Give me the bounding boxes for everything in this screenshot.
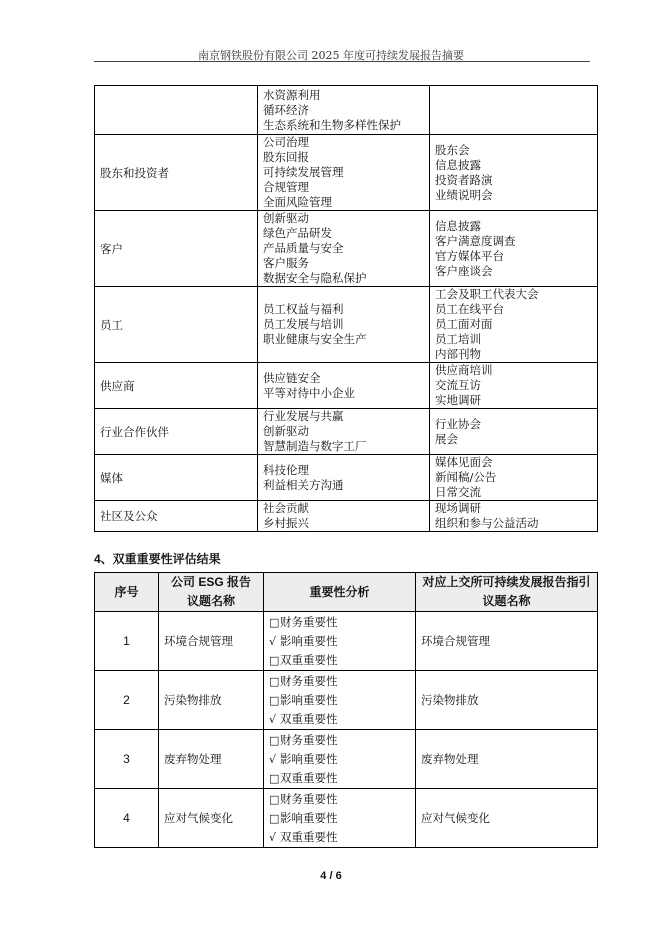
stakeholder-channels [430, 501, 598, 532]
guideline-topic: 应对气候变化 [416, 789, 598, 848]
materiality-row [95, 730, 598, 789]
stakeholder-channels [430, 287, 598, 363]
channel-item: 客户座谈会 [435, 263, 493, 278]
check-label: 财务重要性 [280, 732, 338, 747]
stakeholder-name: 媒体 [95, 455, 258, 501]
channel-item: 员工培训 [435, 332, 481, 346]
check-label: 财务重要性 [280, 614, 338, 629]
empty-box-icon: □ [269, 653, 280, 667]
header-no: 序号 [95, 573, 159, 612]
row-number: 2 [95, 671, 159, 730]
stakeholder-topics [258, 211, 430, 287]
stakeholder-row [95, 287, 598, 363]
topic-item: 乡村振兴 [263, 516, 309, 530]
topic-item: 利益相关方沟通 [263, 477, 344, 492]
topic-item: 全面风险管理 [263, 195, 332, 209]
empty-box-icon: □ [269, 811, 280, 825]
esg-topic: 废弃物处理 [159, 730, 264, 789]
stakeholder-name: 行业合作伙伴 [95, 409, 258, 455]
guideline-topic: 环境合规管理 [416, 612, 598, 671]
empty-box-icon: □ [269, 733, 280, 747]
channel-item: 工会及职工代表大会 [435, 287, 539, 301]
topic-item: 循环经济 [263, 102, 309, 117]
section-title: 4、双重重要性评估结果 [94, 552, 221, 566]
channel-item: 内部刊物 [435, 347, 481, 361]
topic-item: 公司治理 [263, 135, 309, 149]
checkmark-icon: √ [269, 634, 277, 648]
check-label: 影响重要性 [280, 633, 338, 648]
channel-item: 展会 [435, 431, 458, 446]
stakeholder-name: 社区及公众 [95, 501, 258, 532]
stakeholder-channels [430, 363, 598, 409]
topic-item: 客户服务 [263, 256, 309, 270]
stakeholder-row [95, 363, 598, 409]
stakeholder-topics [258, 501, 430, 532]
materiality-analysis [264, 671, 416, 730]
topic-item: 平等对待中小企业 [263, 385, 355, 400]
stakeholder-channels [430, 211, 598, 287]
topic-item: 生态系统和生物多样性保护 [263, 117, 401, 132]
topic-item: 绿色产品研发 [263, 226, 332, 240]
topic-item: 数据安全与隐私保护 [263, 271, 367, 285]
check-label: 双重重要性 [280, 711, 338, 726]
stakeholder-topics [258, 86, 430, 135]
materiality-check [269, 828, 415, 847]
topic-item: 水资源利用 [263, 87, 321, 102]
materiality-check [269, 769, 415, 788]
materiality-check [269, 613, 415, 632]
topic-item: 社会贡献 [263, 501, 309, 515]
empty-box-icon: □ [269, 693, 280, 707]
check-label: 影响重要性 [280, 692, 338, 707]
materiality-analysis [264, 789, 416, 848]
stakeholder-topics [258, 135, 430, 211]
row-number: 1 [95, 612, 159, 671]
esg-topic: 污染物排放 [159, 671, 264, 730]
topic-item: 科技伦理 [263, 462, 309, 477]
stakeholder-channels [430, 455, 598, 501]
stakeholder-topics [258, 287, 430, 363]
channel-item: 行业协会 [435, 416, 481, 431]
channel-item: 新闻稿/公告 [435, 470, 497, 484]
channel-item: 员工在线平台 [435, 302, 504, 316]
stakeholder-channels [430, 135, 598, 211]
empty-box-icon: □ [269, 792, 280, 806]
stakeholder-name [95, 86, 258, 135]
stakeholder-topics [258, 363, 430, 409]
materiality-check [269, 809, 415, 828]
materiality-table [94, 572, 598, 848]
topic-item: 创新驱动 [263, 211, 309, 225]
materiality-header-row [95, 573, 598, 612]
materiality-check [269, 790, 415, 809]
topic-item: 员工发展与培训 [263, 317, 344, 331]
empty-box-icon: □ [269, 615, 280, 629]
channel-item: 交流互访 [435, 378, 481, 392]
stakeholder-row [95, 86, 598, 135]
esg-topic: 环境合规管理 [159, 612, 264, 671]
header-divider [94, 61, 590, 62]
materiality-check [269, 710, 415, 729]
channel-item: 投资者路演 [435, 172, 493, 187]
row-number: 3 [95, 730, 159, 789]
topic-item: 智慧制造与数字工厂 [263, 439, 367, 453]
channel-item: 官方媒体平台 [435, 248, 504, 263]
check-label: 影响重要性 [280, 751, 338, 766]
topic-item: 合规管理 [263, 180, 309, 194]
channel-item: 媒体见面会 [435, 455, 493, 469]
stakeholder-row [95, 211, 598, 287]
stakeholder-name: 供应商 [95, 363, 258, 409]
topic-item: 供应链安全 [263, 370, 321, 385]
channel-item: 信息披露 [435, 218, 481, 233]
empty-box-icon: □ [269, 771, 280, 785]
materiality-check [269, 651, 415, 670]
materiality-row [95, 671, 598, 730]
header-analysis: 重要性分析 [264, 573, 416, 612]
topic-item: 创新驱动 [263, 424, 309, 438]
stakeholder-name: 客户 [95, 211, 258, 287]
stakeholder-table [94, 85, 598, 532]
materiality-check [269, 731, 415, 750]
stakeholder-channels [430, 409, 598, 455]
stakeholder-row [95, 501, 598, 532]
channel-item: 股东会 [435, 142, 470, 157]
stakeholder-topics [258, 455, 430, 501]
empty-box-icon: □ [269, 674, 280, 688]
channel-item: 供应商培训 [435, 363, 493, 377]
materiality-analysis [264, 730, 416, 789]
guideline-topic: 废弃物处理 [416, 730, 598, 789]
materiality-check [269, 691, 415, 710]
check-label: 财务重要性 [280, 791, 338, 806]
topic-item: 产品质量与安全 [263, 241, 344, 255]
channel-item: 客户满意度调查 [435, 233, 516, 248]
esg-topic: 应对气候变化 [159, 789, 264, 848]
topic-item: 员工权益与福利 [263, 302, 344, 316]
channel-item: 日常交流 [435, 485, 481, 499]
check-label: 财务重要性 [280, 673, 338, 688]
header-guide: 对应上交所可持续发展报告指引议题名称 [416, 573, 598, 612]
checkmark-icon: √ [269, 752, 277, 766]
header-topic: 公司 ESG 报告议题名称 [159, 573, 264, 612]
materiality-analysis [264, 612, 416, 671]
check-label: 双重重要性 [280, 652, 338, 667]
stakeholder-topics [258, 409, 430, 455]
page-number: 4 / 6 [320, 870, 342, 882]
check-label: 双重重要性 [280, 829, 338, 844]
stakeholder-row [95, 135, 598, 211]
running-header: 南京钢铁股份有限公司 2025 年度可持续发展报告摘要 [198, 49, 464, 62]
stakeholder-name: 股东和投资者 [95, 135, 258, 211]
materiality-row [95, 789, 598, 848]
topic-item: 可持续发展管理 [263, 165, 344, 179]
stakeholder-row [95, 455, 598, 501]
channel-item: 组织和参与公益活动 [435, 516, 539, 530]
checkmark-icon: √ [269, 830, 277, 844]
materiality-check [269, 632, 415, 651]
topic-item: 行业发展与共赢 [263, 409, 344, 423]
channel-item: 业绩说明会 [435, 187, 493, 202]
materiality-row [95, 612, 598, 671]
check-label: 双重重要性 [280, 770, 338, 785]
check-label: 影响重要性 [280, 810, 338, 825]
materiality-check [269, 672, 415, 691]
topic-item: 职业健康与安全生产 [263, 332, 367, 346]
stakeholder-name: 员工 [95, 287, 258, 363]
stakeholder-row [95, 409, 598, 455]
topic-item: 股东回报 [263, 150, 309, 164]
channel-item: 信息披露 [435, 157, 481, 172]
channel-item: 实地调研 [435, 393, 481, 407]
channel-item: 员工面对面 [435, 317, 493, 331]
row-number: 4 [95, 789, 159, 848]
checkmark-icon: √ [269, 712, 277, 726]
guideline-topic: 污染物排放 [416, 671, 598, 730]
stakeholder-channels [430, 86, 598, 135]
channel-item: 现场调研 [435, 501, 481, 515]
materiality-check [269, 750, 415, 769]
